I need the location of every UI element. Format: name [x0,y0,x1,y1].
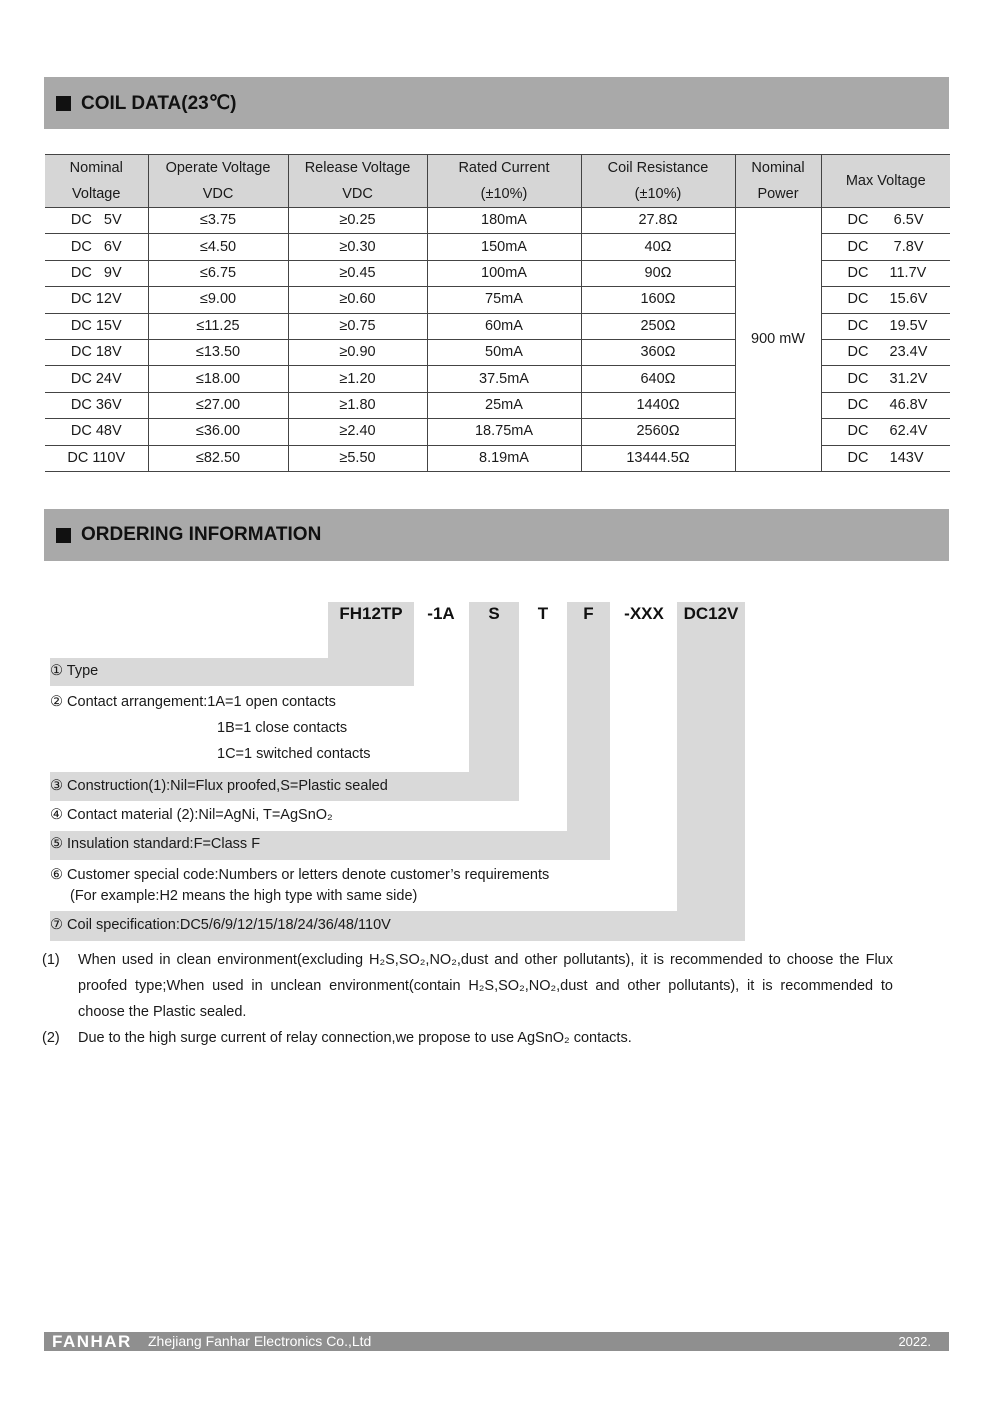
cell-operate-voltage: ≤4.50 [148,234,288,260]
header-release-voltage: Release Voltage VDC [288,155,427,208]
header-max-voltage: Max Voltage [821,155,950,208]
max-voltage-prefix: DC [847,396,869,413]
item-insulation: ⑤ Insulation standard:F=Class F [50,836,261,852]
cell-nominal-voltage: DC 24V [45,366,148,392]
row-shade-type [50,658,414,686]
footer-year: 2022. [898,1334,931,1349]
cell-coil-resistance: 1440Ω [581,392,735,418]
note-text: When used in clean environment(excluding H₂S,SO₂,NO₂,dust and other pollutants), it is recommended to choose the Flux proofed type;When used in unclean environment(contain H₂S,SO₂,NO₂,dust and other pollutants), it is recommended to choose the Plastic sealed. [78,952,893,1020]
cell-nominal-voltage: DC 18V [45,339,148,365]
cell-max-voltage [821,392,950,418]
code-part-contact: -1A [427,604,455,623]
coil-table-body [45,208,950,472]
fanhar-logo: FANHAR [52,1332,132,1351]
cell-operate-voltage: ≤9.00 [148,287,288,313]
cell-operate-voltage: ≤6.75 [148,260,288,286]
max-voltage-value: 7.8V [893,238,924,255]
coil-data-table [45,154,950,472]
cell-nominal-voltage: DC 36V [45,392,148,418]
item-contact-arrangement-1c: 1C=1 switched contacts [217,746,371,762]
cell-operate-voltage: ≤3.75 [148,208,288,234]
cell-max-voltage [821,419,950,445]
cell-operate-voltage: ≤13.50 [148,339,288,365]
header-coil-resistance: Coil Resistance (±10%) [581,155,735,208]
cell-coil-resistance: 360Ω [581,339,735,365]
cell-release-voltage: ≥0.90 [288,339,427,365]
page-footer [44,1332,949,1351]
cell-rated-current: 100mA [427,260,581,286]
code-part-special: -XXX [624,604,664,623]
max-voltage-value: 23.4V [889,344,928,361]
code-part-coil: DC12V [683,604,739,623]
item-special-code-example: (For example:H2 means the high type with same side) [70,888,418,904]
item-contact-arrangement: ② Contact arrangement:1A=1 open contacts [50,694,336,710]
cell-coil-resistance: 2560Ω [581,419,735,445]
table-row [45,208,950,234]
cell-coil-resistance: 13444.5Ω [581,445,735,471]
max-voltage-value: 6.5V [893,212,924,229]
cell-max-voltage [821,287,950,313]
cell-release-voltage: ≥0.25 [288,208,427,234]
max-voltage-prefix: DC [847,344,869,361]
square-bullet-icon [56,96,71,111]
cell-nominal-voltage: DC 15V [45,313,148,339]
max-voltage-prefix: DC [847,238,869,255]
cell-rated-current: 37.5mA [427,366,581,392]
cell-release-voltage: ≥2.40 [288,419,427,445]
max-voltage-value: 46.8V [889,396,928,413]
code-part-construction: S [488,604,500,623]
item-coil-spec: ⑦ Coil specification:DC5/6/9/12/15/18/24/36/48/110V [50,917,391,933]
item-construction: ③ Construction(1):Nil=Flux proofed,S=Plastic sealed [50,778,388,794]
cell-nominal-voltage: DC 48V [45,419,148,445]
header-operate-voltage: Operate Voltage VDC [148,155,288,208]
ordering-info-header [44,509,949,561]
company-name: Zhejiang Fanhar Electronics Co.,Ltd [148,1333,372,1349]
note-1 [42,947,893,1025]
max-voltage-prefix: DC [847,449,869,466]
cell-nominal-voltage: DC 9V [45,260,148,286]
cell-rated-current: 180mA [427,208,581,234]
cell-nominal-voltage: DC 6V [45,234,148,260]
max-voltage-value: 62.4V [889,423,928,440]
cell-rated-current: 150mA [427,234,581,260]
cell-rated-current: 18.75mA [427,419,581,445]
item-type: ① Type [50,663,99,679]
cell-coil-resistance: 250Ω [581,313,735,339]
cell-rated-current: 8.19mA [427,445,581,471]
item-special-code: ⑥ Customer special code:Numbers or letters denote customer’s requirements [50,867,550,883]
cell-release-voltage: ≥5.50 [288,445,427,471]
cell-coil-resistance: 160Ω [581,287,735,313]
max-voltage-prefix: DC [847,291,869,308]
cell-release-voltage: ≥1.80 [288,392,427,418]
cell-release-voltage: ≥0.75 [288,313,427,339]
section-title: COIL DATA(23℃) [81,92,237,114]
header-nominal-voltage: Nominal Voltage [45,155,148,208]
cell-coil-resistance: 27.8Ω [581,208,735,234]
cell-max-voltage [821,339,950,365]
table-header-row [45,155,950,208]
cell-operate-voltage: ≤82.50 [148,445,288,471]
max-voltage-prefix: DC [847,370,869,387]
cell-max-voltage [821,366,950,392]
max-voltage-value: 143V [889,449,924,466]
max-voltage-prefix: DC [847,423,869,440]
cell-max-voltage [821,234,950,260]
cell-max-voltage [821,260,950,286]
note-number: (2) [42,1030,60,1046]
cell-rated-current: 25mA [427,392,581,418]
item-contact-material: ④ Contact material (2):Nil=AgNi, T=AgSnO₂ [50,807,333,823]
cell-operate-voltage: ≤36.00 [148,419,288,445]
cell-release-voltage: ≥0.30 [288,234,427,260]
max-voltage-prefix: DC [847,212,869,229]
cell-operate-voltage: ≤11.25 [148,313,288,339]
code-column-insulation [567,602,610,860]
square-bullet-icon [56,528,71,543]
note-text: Due to the high surge current of relay connection,we propose to use AgSnO₂ contacts. [78,1030,632,1046]
header-rated-current: Rated Current (±10%) [427,155,581,208]
cell-nominal-voltage: DC 5V [45,208,148,234]
note-number: (1) [42,952,60,968]
code-part-insulation: F [583,604,594,623]
code-column-coil-spec [677,602,745,941]
code-part-series: FH12TP [339,604,403,623]
max-voltage-prefix: DC [847,317,869,334]
cell-max-voltage [821,208,950,234]
code-part-material: T [537,604,549,623]
cell-release-voltage: ≥0.60 [288,287,427,313]
section-title: ORDERING INFORMATION [81,524,322,545]
cell-nominal-voltage: DC 110V [45,445,148,471]
coil-data-header [44,77,949,129]
cell-nominal-voltage: DC 12V [45,287,148,313]
max-voltage-value: 31.2V [889,370,928,387]
cell-coil-resistance: 40Ω [581,234,735,260]
cell-nominal-power: 900 mW [735,208,821,472]
note-2 [42,1025,893,1051]
max-voltage-value: 11.7V [889,264,927,281]
cell-coil-resistance: 90Ω [581,260,735,286]
cell-operate-voltage: ≤27.00 [148,392,288,418]
cell-release-voltage: ≥1.20 [288,366,427,392]
max-voltage-value: 15.6V [889,291,928,308]
header-nominal-power: Nominal Power [735,155,821,208]
cell-rated-current: 50mA [427,339,581,365]
item-contact-arrangement-1b: 1B=1 close contacts [217,720,348,736]
cell-release-voltage: ≥0.45 [288,260,427,286]
max-voltage-value: 19.5V [889,317,928,334]
cell-rated-current: 60mA [427,313,581,339]
cell-max-voltage [821,445,950,471]
cell-coil-resistance: 640Ω [581,366,735,392]
cell-rated-current: 75mA [427,287,581,313]
cell-max-voltage [821,313,950,339]
max-voltage-prefix: DC [847,264,869,281]
cell-operate-voltage: ≤18.00 [148,366,288,392]
